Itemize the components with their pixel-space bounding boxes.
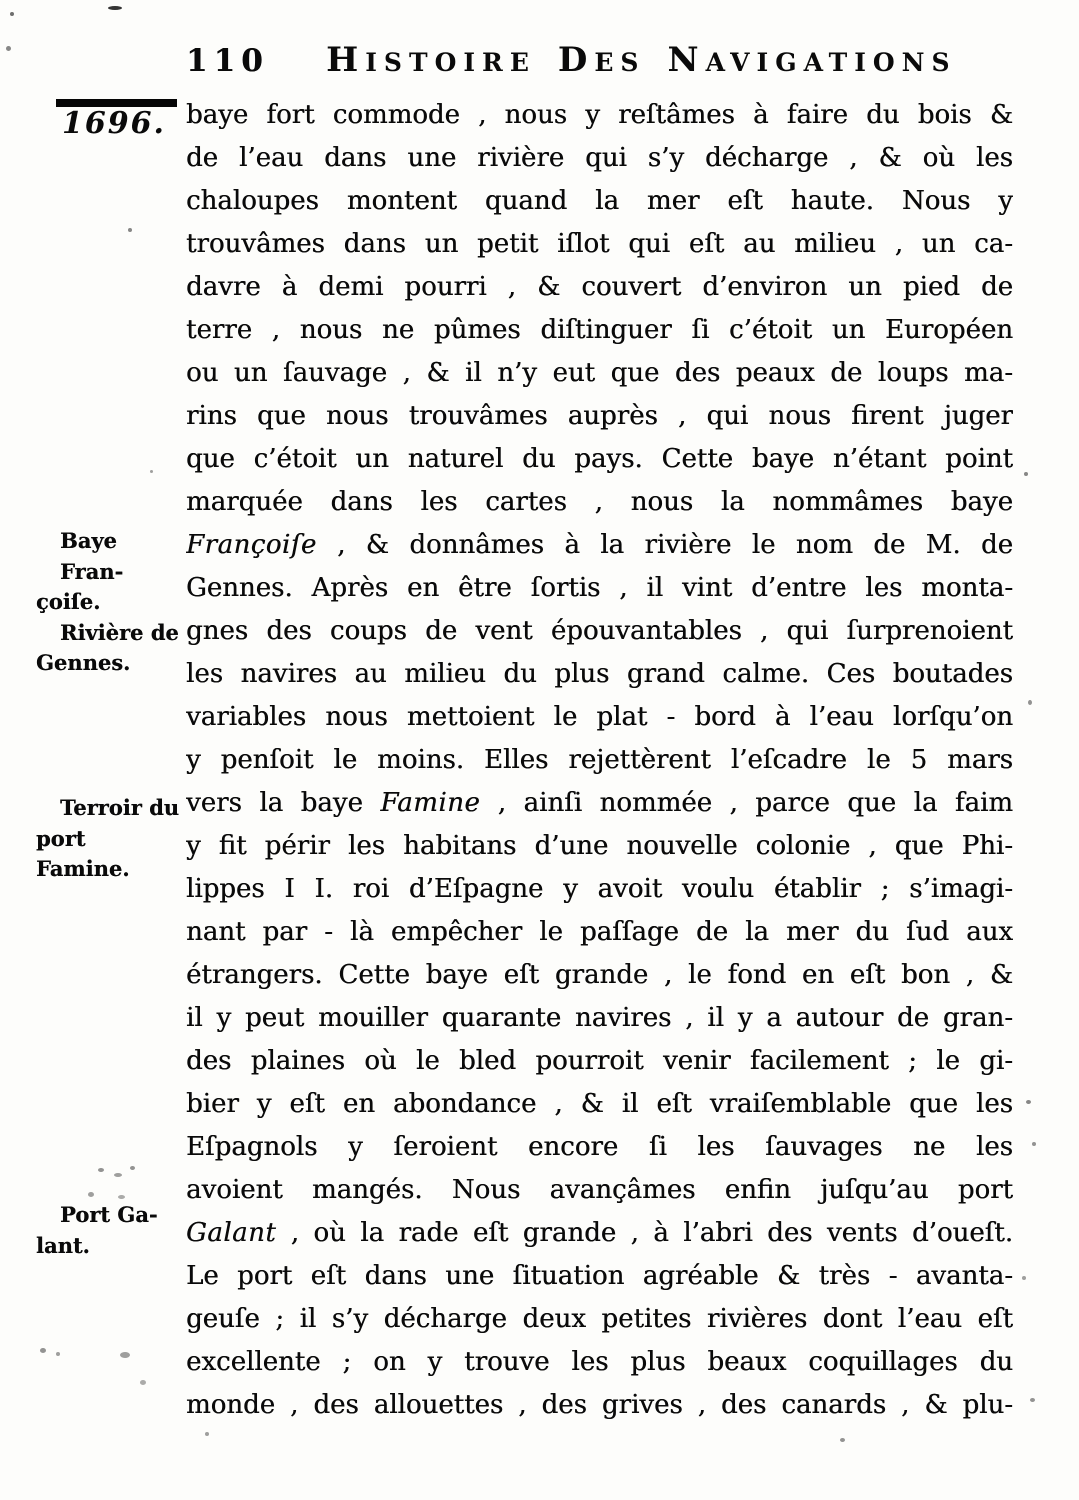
text-line [186,524,1013,567]
text-line [186,481,1013,524]
text-line [186,309,1013,352]
scan-speck [120,1352,130,1358]
text-segment: chaloupes montent quand la mer eſt haute. Nous y [186,186,1013,216]
text-line [186,739,1013,782]
margin-note-baye-francoise [36,526,182,679]
text-segment: de l’eau dans une rivière qui s’y décharge , & où les [186,143,1013,173]
margin-note-line: Gennes. [36,650,131,675]
scan-speck [205,1432,209,1436]
running-title-word: NAVIGATIONS [667,40,957,80]
text-segment: vers la baye [186,788,381,818]
text-line [186,1169,1013,1212]
text-line [186,1384,1013,1427]
text-line [186,1126,1013,1169]
text-segment: nant par - là empêcher le paſſage de la mer du ſud aux [186,917,1013,947]
text-line [186,1212,1013,1255]
text-segment: des plaines où le bled pourroit venir facilement ; le gi- [186,1046,1013,1076]
text-segment: excellente ; on y trouve les plus beaux coquillages du [186,1347,1013,1377]
text-segment: rins que nous trouvâmes auprès , qui nous firent juger [186,401,1013,431]
scan-speck [130,1166,135,1170]
text-line [186,868,1013,911]
text-line [186,782,1013,825]
scan-speck [1030,1398,1035,1402]
scan-speck [1022,1276,1026,1280]
running-title-word: DES [557,40,646,80]
text-segment: avoient mangés. Nous avançâmes enfin juſqu’au port [186,1175,1013,1205]
text-segment: y fit périr les habitans d’une nouvelle colonie , que Phi- [186,831,1013,861]
text-segment: y penſoit le moins. Elles rejettèrent l’eſcadre le 5 mars [186,745,1013,775]
text-line [186,223,1013,266]
scan-speck [140,1380,146,1385]
text-line [186,395,1013,438]
text-segment: , ainſi nommée , parce que la faim [480,788,1013,818]
text-line [186,1083,1013,1126]
text-line [186,825,1013,868]
text-segment: trouvâmes dans un petit iſlot qui eſt au milieu , un ca- [186,229,1013,259]
text-segment: davre à demi pourri , & couvert d’environ un pied de [186,272,1013,302]
scan-speck [10,12,14,16]
margin-year-note: 1696. [62,106,166,141]
text-line [186,266,1013,309]
body-text [186,94,1013,1427]
text-segment: , où la rade eſt grande , à l’abri des vents d’oueſt. [276,1218,1013,1248]
margin-note-port-famine [36,793,182,885]
text-segment: monde , des allouettes , des grives , des canards , & plu- [186,1390,1013,1420]
scan-speck [114,1173,122,1177]
margin-note-line: çoiſe. [36,589,101,614]
text-segment: les navires au milieu du plus grand calme. Ces boutades [186,659,1013,689]
text-segment: marquée dans les cartes , nous la nommâmes baye [186,487,1013,517]
text-segment: , & donnâmes à la rivière le nom de M. de [316,530,1013,560]
text-segment: gnes des coups de vent épouvantables , qui ſurprenoient [186,616,1013,646]
scan-speck [56,1352,60,1356]
text-segment: bier y eſt en abondance , & il eſt vraiſemblable que les [186,1089,1013,1119]
scan-speck [108,6,122,10]
text-segment: baye fort commode , nous y reſtâmes à faire du bois & [186,100,1013,130]
scan-speck [1024,472,1028,476]
text-line [186,696,1013,739]
scan-speck [98,1168,104,1172]
text-line [186,954,1013,997]
text-segment: Françoiſe [186,530,317,560]
text-line [186,352,1013,395]
text-segment: que c’étoit un naturel du pays. Cette baye n’étant point [186,444,1013,474]
margin-note-line: Baye Fran- [60,528,124,584]
scan-speck [88,1192,94,1197]
scan-speck [6,46,11,51]
text-line [186,137,1013,180]
text-line [186,653,1013,696]
margin-note-port-galant [36,1200,182,1261]
scan-speck [1026,1100,1031,1104]
text-line [186,911,1013,954]
page-number: 110 [186,43,269,79]
text-segment: lippes I I. roi d’Eſpagne y avoit voulu établir ; s’imagi- [186,874,1013,904]
text-line [186,438,1013,481]
margin-note-line: Port Ga- [60,1202,158,1227]
running-title-word: HISTOIRE [326,40,536,80]
text-segment: Gennes. Après en être ſortis , il vint d’entre les monta- [186,573,1013,603]
text-line [186,1341,1013,1384]
text-line [186,567,1013,610]
scan-speck [1028,700,1032,705]
text-segment: il y peut mouiller quarante navires , il y a autour de gran- [186,1003,1013,1033]
text-segment: ou un ſauvage , & il n’y eut que des peaux de loups ma- [186,358,1013,388]
scan-speck [118,1195,125,1199]
text-line [186,610,1013,653]
margin-note-line: port Famine. [36,825,130,881]
text-segment: Galant [186,1218,277,1248]
scan-speck [150,470,153,473]
text-segment: Eſpagnols y ſeroient encore ſi les ſauvages ne les [186,1132,1013,1162]
margin-note-line: Terroir du [60,795,180,820]
text-segment: Le port eſt dans une ſituation agréable & très - avanta- [186,1261,1013,1291]
scan-speck [1032,1142,1036,1146]
text-line [186,94,1013,137]
margin-note-line: lant. [36,1232,90,1258]
scan-speck [128,228,132,232]
page-header [186,40,1014,80]
text-line [186,1255,1013,1298]
text-segment: variables nous mettoient le plat - bord à l’eau lorſqu’on [186,702,1013,732]
text-line [186,1298,1013,1341]
text-segment: geuſe ; il s’y décharge deux petites rivières dont l’eau eſt [186,1304,1013,1334]
running-title [269,40,1014,80]
text-segment: terre , nous ne pûmes diſtinguer ſi c’étoit un Européen [186,315,1013,345]
text-line [186,1040,1013,1083]
text-line [186,997,1013,1040]
text-segment: Famine [380,788,481,818]
scan-speck [40,1348,46,1353]
scan-speck [840,1438,845,1442]
margin-note-line: Rivière de [60,619,179,645]
text-line [186,180,1013,223]
text-segment: étrangers. Cette baye eſt grande , le fond en eſt bon , & [186,960,1013,990]
